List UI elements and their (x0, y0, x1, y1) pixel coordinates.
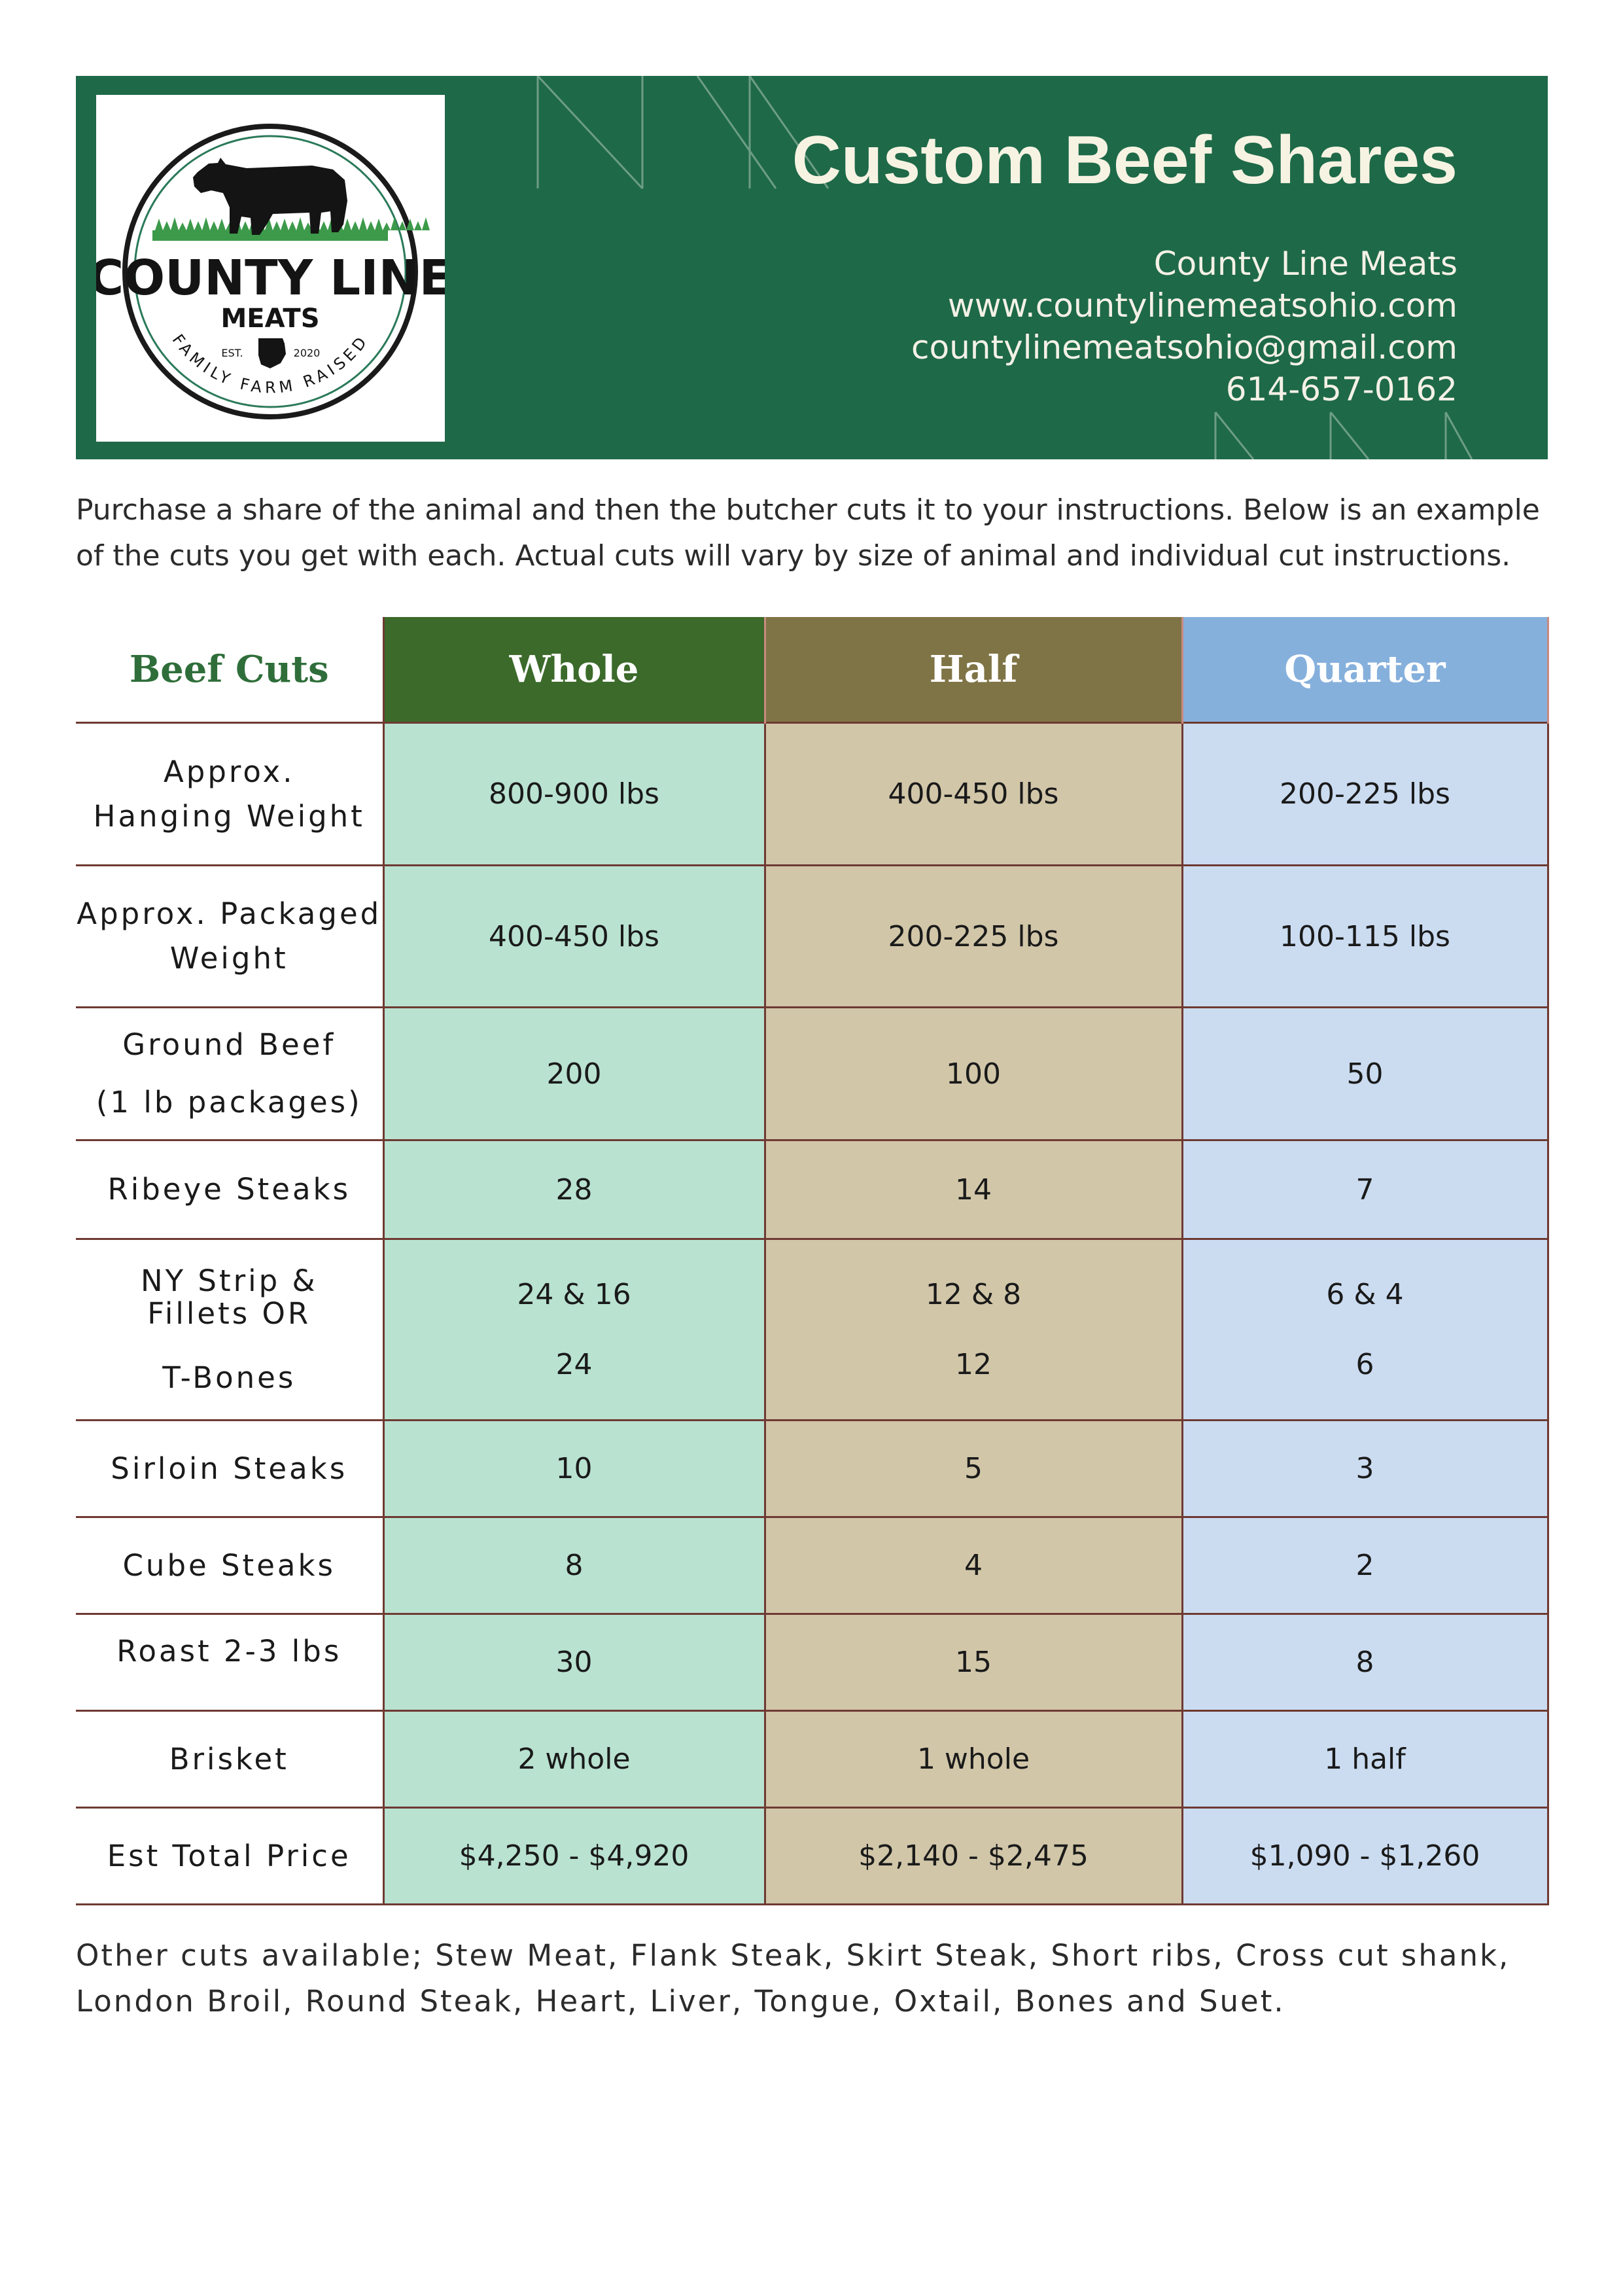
cell-quarter: 50 (1182, 1008, 1548, 1140)
cell-half: 15 (765, 1614, 1182, 1711)
cell-half: 400-450 lbs (765, 723, 1182, 866)
row-label: NY Strip & Fillets OR T-Bones (76, 1239, 383, 1421)
cell-whole: $4,250 - $4,920 (383, 1808, 765, 1905)
cell-quarter: 2 (1182, 1517, 1548, 1614)
business-name: County Line Meats (1153, 245, 1457, 283)
cell-half: 200-225 lbs (765, 866, 1182, 1008)
cell-half: 100 (765, 1008, 1182, 1140)
cell-half: 14 (765, 1140, 1182, 1239)
ohio-state-icon (258, 338, 286, 368)
cell-quarter: 6 & 4 6 (1182, 1239, 1548, 1421)
cell-quarter: 100-115 lbs (1182, 866, 1548, 1008)
table-row (76, 723, 1548, 866)
logo (96, 95, 445, 442)
website-link[interactable]: www.countylinemeatsohio.com (947, 287, 1457, 325)
cell-quarter: 7 (1182, 1140, 1548, 1239)
row-label: Approx. Hanging Weight (76, 723, 383, 866)
table-row (76, 1239, 1548, 1421)
cell-whole: 24 & 16 24 (383, 1239, 765, 1421)
cell-whole: 10 (383, 1421, 765, 1517)
table-row (76, 1614, 1548, 1711)
table-row (76, 1008, 1548, 1140)
contact-block (911, 243, 1457, 410)
header-quarter: Quarter (1182, 617, 1548, 723)
logo-name: COUNTY LINE (96, 250, 445, 306)
beef-cuts-table (76, 617, 1549, 1905)
cell-quarter: $1,090 - $1,260 (1182, 1808, 1548, 1905)
page-title: Custom Beef Shares (792, 122, 1457, 198)
cell-quarter: 8 (1182, 1614, 1548, 1711)
row-label: Cube Steaks (76, 1517, 383, 1614)
other-cuts-text: Other cuts available; Stew Meat, Flank Steak, Skirt Steak, Short ribs, Cross cut shank, London Broil, Round Steak, Heart, Liver, Tongue, Oxtail, Bones and Suet. (76, 1938, 1510, 2019)
table-row (76, 1711, 1548, 1808)
row-label: Est Total Price (76, 1808, 383, 1905)
cell-whole: 200 (383, 1008, 765, 1140)
cell-whole: 8 (383, 1517, 765, 1614)
table-row (76, 1140, 1548, 1239)
header-whole: Whole (383, 617, 765, 723)
cell-whole: 400-450 lbs (383, 866, 765, 1008)
row-label: Roast 2-3 lbs (76, 1614, 383, 1711)
logo-tagline: FAMILY FARM RAISED (168, 330, 373, 397)
cell-quarter: 200-225 lbs (1182, 723, 1548, 866)
header-beef-cuts: Beef Cuts (76, 617, 383, 723)
row-label: Ribeye Steaks (76, 1140, 383, 1239)
cell-half: 5 (765, 1421, 1182, 1517)
logo-est: EST. (221, 347, 243, 359)
logo-year: 2020 (293, 347, 321, 359)
table-header-row (76, 617, 1548, 723)
email-link[interactable]: countylinemeatsohio@gmail.com (911, 328, 1457, 366)
table-row (76, 1517, 1548, 1614)
logo-subname: MEATS (220, 304, 320, 334)
cell-quarter: 3 (1182, 1421, 1548, 1517)
cell-half: $2,140 - $2,475 (765, 1808, 1182, 1905)
cell-half: 4 (765, 1517, 1182, 1614)
row-label: Sirloin Steaks (76, 1421, 383, 1517)
header-half: Half (765, 617, 1182, 723)
cell-whole: 800-900 lbs (383, 723, 765, 866)
table-row (76, 1808, 1548, 1905)
row-label: Ground Beef (1 lb packages) (76, 1008, 383, 1140)
table-row (76, 866, 1548, 1008)
header-banner (76, 76, 1548, 459)
cell-quarter: 1 half (1182, 1711, 1548, 1808)
cell-whole: 2 whole (383, 1711, 765, 1808)
cell-half: 1 whole (765, 1711, 1182, 1808)
cell-half: 12 & 8 12 (765, 1239, 1182, 1421)
phone-number[interactable]: 614-657-0162 (1225, 370, 1457, 408)
row-label: Brisket (76, 1711, 383, 1808)
cell-whole: 28 (383, 1140, 765, 1239)
row-label: Approx. Packaged Weight (76, 866, 383, 1008)
cell-whole: 30 (383, 1614, 765, 1711)
intro-text: Purchase a share of the animal and then the butcher cuts it to your instructions. Below is an example of the cuts you get with each. Actual cuts will vary by size of animal and individual cut instructions. (76, 493, 1540, 573)
cow-logo-icon (96, 95, 445, 442)
table-row (76, 1421, 1548, 1517)
